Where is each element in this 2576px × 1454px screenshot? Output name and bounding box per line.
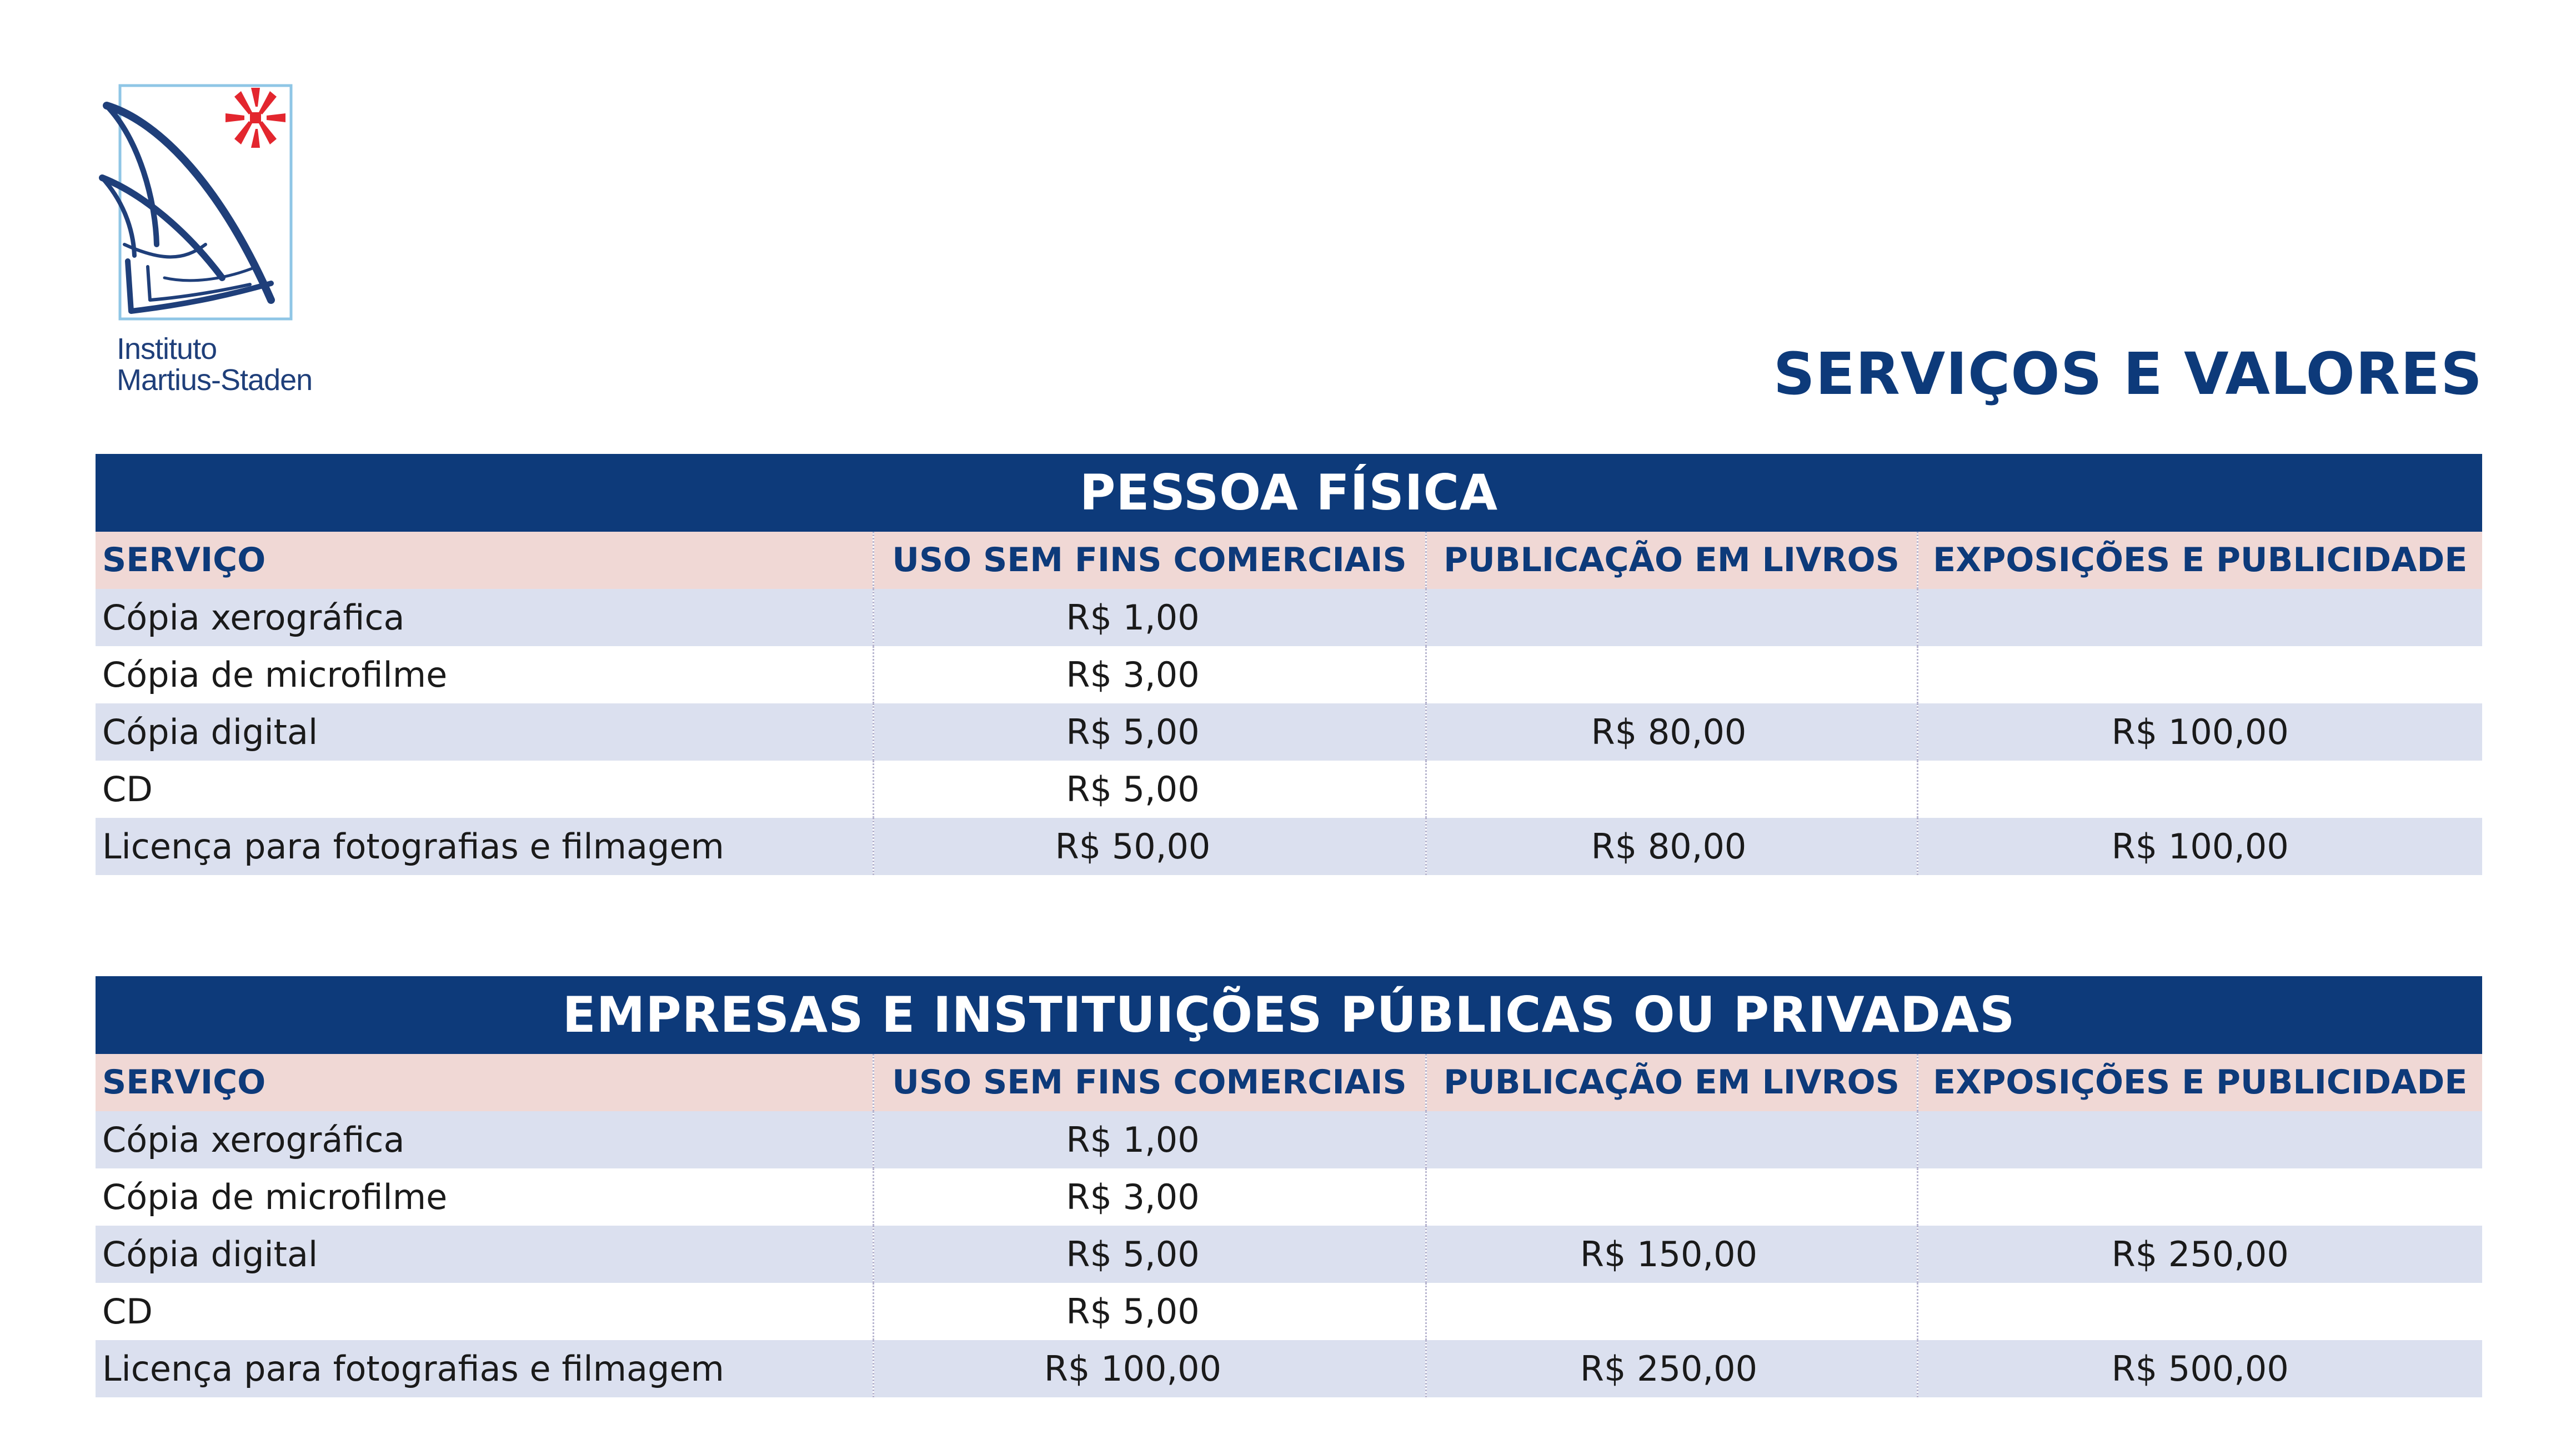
- header-exposicoes-e-publicidade: EXPOSIÇÕES E PUBLICIDADE: [1917, 532, 2482, 589]
- table-header-row: [96, 532, 2482, 589]
- institute-name-line1: Instituto: [117, 332, 217, 366]
- table-header-row: [96, 1054, 2482, 1111]
- price-cell: [1917, 761, 2482, 818]
- service-cell: Cópia xerográfica: [96, 1111, 873, 1168]
- service-cell: CD: [96, 1283, 873, 1340]
- table-row: [96, 1340, 2482, 1397]
- header-uso-sem-fins-comerciais: USO SEM FINS COMERCIAIS: [873, 532, 1426, 589]
- service-cell: Cópia de microfilme: [96, 646, 873, 703]
- institute-name-line2: Martius-Staden: [117, 363, 313, 397]
- price-cell: R$ 100,00: [873, 1340, 1426, 1397]
- price-cell: [1426, 761, 1917, 818]
- price-cell: R$ 500,00: [1917, 1340, 2482, 1397]
- table-row: [96, 1168, 2482, 1226]
- price-cell: R$ 5,00: [873, 1226, 1426, 1283]
- price-cell: [1426, 646, 1917, 703]
- service-cell: Cópia digital: [96, 1226, 873, 1283]
- price-cell: [1426, 589, 1917, 646]
- header-servico: SERVIÇO: [96, 1054, 873, 1111]
- header-uso-sem-fins-comerciais: USO SEM FINS COMERCIAIS: [873, 1054, 1426, 1111]
- service-cell: Cópia de microfilme: [96, 1168, 873, 1226]
- table-row: [96, 646, 2482, 703]
- price-cell: R$ 1,00: [873, 1111, 1426, 1168]
- price-cell: [1917, 1283, 2482, 1340]
- service-cell: CD: [96, 761, 873, 818]
- price-cell: R$ 1,00: [873, 589, 1426, 646]
- section-title: EMPRESAS E INSTITUIÇÕES PÚBLICAS OU PRIVADAS: [96, 976, 2482, 1054]
- section-empresas-e-instituicoes: [96, 976, 2482, 1397]
- header-publicacao-em-livros: PUBLICAÇÃO EM LIVROS: [1426, 1054, 1917, 1111]
- price-cell: [1426, 1111, 1917, 1168]
- table-row: [96, 703, 2482, 761]
- price-table: [96, 532, 2482, 875]
- price-cell: R$ 100,00: [1917, 703, 2482, 761]
- price-cell: R$ 50,00: [873, 818, 1426, 875]
- table-row: [96, 1226, 2482, 1283]
- header-servico: SERVIÇO: [96, 532, 873, 589]
- price-cell: R$ 3,00: [873, 646, 1426, 703]
- price-cell: R$ 3,00: [873, 1168, 1426, 1226]
- price-cell: [1426, 1168, 1917, 1226]
- service-cell: Licença para fotografias e filmagem: [96, 1340, 873, 1397]
- price-cell: [1917, 646, 2482, 703]
- header-publicacao-em-livros: PUBLICAÇÃO EM LIVROS: [1426, 532, 1917, 589]
- price-cell: R$ 80,00: [1426, 818, 1917, 875]
- price-cell: [1917, 589, 2482, 646]
- price-cell: R$ 150,00: [1426, 1226, 1917, 1283]
- institute-name: [117, 333, 312, 396]
- table-row: [96, 1111, 2482, 1168]
- price-cell: R$ 250,00: [1917, 1226, 2482, 1283]
- service-cell: Cópia xerográfica: [96, 589, 873, 646]
- service-cell: Cópia digital: [96, 703, 873, 761]
- table-row: [96, 818, 2482, 875]
- table-row: [96, 1283, 2482, 1340]
- table-row: [96, 761, 2482, 818]
- price-cell: [1917, 1111, 2482, 1168]
- price-cell: R$ 250,00: [1426, 1340, 1917, 1397]
- price-cell: R$ 5,00: [873, 1283, 1426, 1340]
- service-cell: Licença para fotografias e filmagem: [96, 818, 873, 875]
- price-table: [96, 1054, 2482, 1397]
- price-cell: R$ 5,00: [873, 761, 1426, 818]
- page-title: SERVIÇOS E VALORES: [1773, 340, 2483, 408]
- ship-logo-icon: [94, 78, 339, 322]
- header-exposicoes-e-publicidade: EXPOSIÇÕES E PUBLICIDADE: [1917, 1054, 2482, 1111]
- cross-icon: [225, 88, 285, 148]
- price-cell: [1426, 1283, 1917, 1340]
- price-cell: R$ 100,00: [1917, 818, 2482, 875]
- section-title: PESSOA FÍSICA: [96, 454, 2482, 532]
- price-cell: [1917, 1168, 2482, 1226]
- table-row: [96, 589, 2482, 646]
- institute-logo: [94, 78, 339, 411]
- price-cell: R$ 80,00: [1426, 703, 1917, 761]
- price-cell: R$ 5,00: [873, 703, 1426, 761]
- section-pessoa-fisica: [96, 454, 2482, 875]
